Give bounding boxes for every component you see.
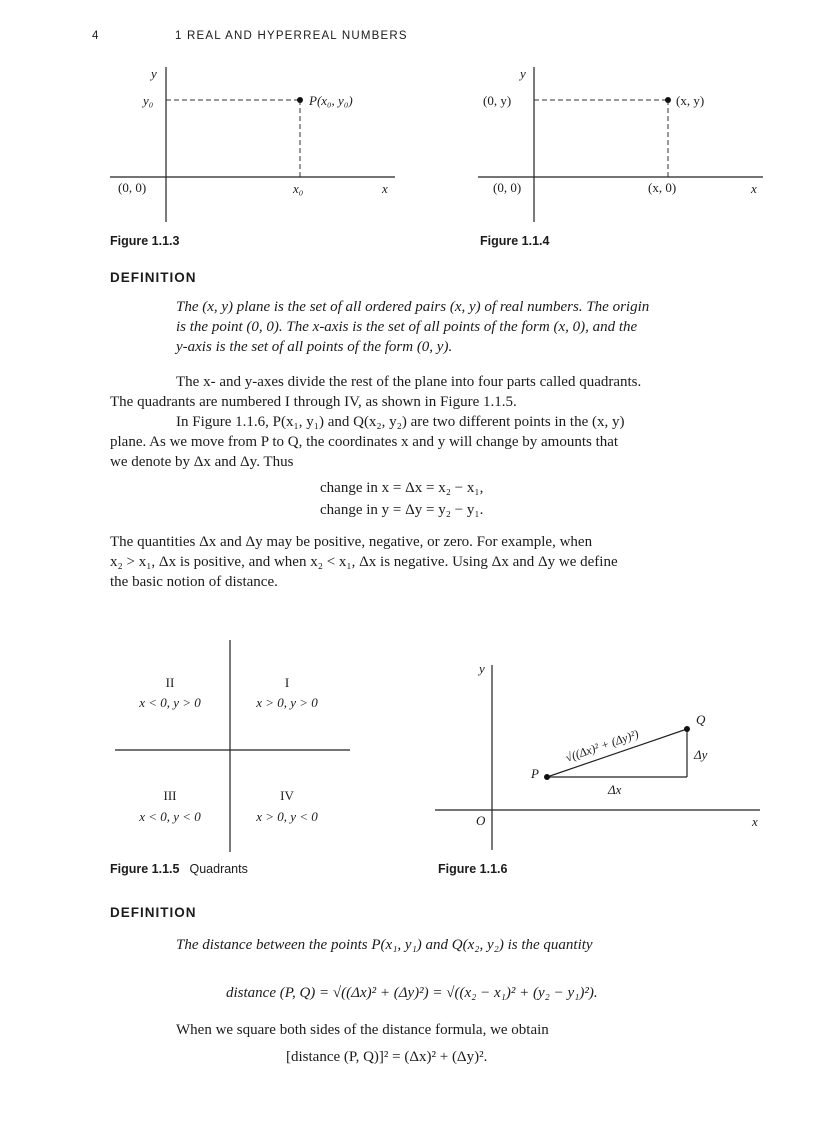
- quadrant-iv-condition: x > 0, y < 0: [256, 809, 318, 824]
- y0-label: y₀: [143, 93, 154, 108]
- squared-distance-formula: [distance (P, Q)]² = (Δx)² + (Δy)².: [286, 1049, 488, 1065]
- origin-label: (0, 0): [493, 180, 522, 195]
- figure-1-1-5: [110, 640, 360, 860]
- running-title: 1 REAL AND HYPERREAL NUMBERS: [175, 30, 408, 42]
- quadrant-i-condition: x > 0, y > 0: [256, 695, 318, 710]
- figure-1-1-4: [478, 62, 768, 232]
- quadrant-iii-name: III: [163, 788, 177, 803]
- hypotenuse-label: √((Δx)² + (Δy)²): [563, 726, 641, 765]
- paragraph-line: we denote by Δx and Δy. Thus: [110, 454, 294, 470]
- x0-label: x₀: [293, 181, 304, 196]
- y-axis-label: y: [520, 66, 526, 81]
- point-p: [544, 774, 550, 780]
- quadrant-ii-name: II: [165, 675, 175, 690]
- point-q: [684, 726, 690, 732]
- definition-heading: DEFINITION: [110, 905, 197, 920]
- figure-1-1-3-caption: Figure 1.1.3: [110, 234, 180, 248]
- figure-1-1-6: [430, 655, 775, 855]
- definition-line: The distance between the points P(x₁, y₁) and Q(x₂, y₂) is the quantity: [176, 937, 593, 953]
- point-label: (x, y): [676, 93, 705, 108]
- quadrant-i-name: I: [284, 675, 290, 690]
- point-xy: [665, 97, 671, 103]
- quadrant-iv-name: IV: [280, 788, 294, 803]
- origin-label: (0, 0): [118, 180, 147, 195]
- y-axis-label: y: [151, 66, 157, 81]
- y-point-label: (0, y): [483, 93, 512, 108]
- definition-heading: DEFINITION: [110, 270, 197, 285]
- quadrant-iii-condition: x < 0, y < 0: [139, 809, 201, 824]
- q-label: Q: [696, 712, 706, 727]
- x-axis-label: x: [382, 181, 388, 196]
- quadrant-ii-condition: x < 0, y > 0: [139, 695, 201, 710]
- point-p: [297, 97, 303, 103]
- paragraph-line: The quantities Δx and Δy may be positive, negative, or zero. For example, when: [110, 534, 593, 550]
- dx-label: Δx: [608, 782, 622, 797]
- x-point-label: (x, 0): [648, 180, 677, 195]
- definition-line: y-axis is the set of all points of the form (0, y).: [176, 339, 453, 355]
- paragraph-line: The x- and y-axes divide the rest of the plane into four parts called quadrants.: [176, 374, 642, 390]
- distance-formula: distance (P, Q) = √((Δx)² + (Δy)²) = √((x₂ − x₁)² + (y₂ − y₁)²).: [226, 985, 598, 1001]
- definition-line: is the point (0, 0). The x-axis is the set of all points of the form (x, 0), and the: [176, 319, 638, 335]
- x-axis-label: x: [752, 814, 758, 829]
- figure-1-1-3: [110, 62, 400, 232]
- caption-subtitle: Quadrants: [189, 862, 248, 876]
- equation-change-y: change in y = Δy = y₂ − y₁.: [320, 502, 484, 518]
- figure-1-1-5-caption: [110, 862, 248, 876]
- paragraph-line: x₂ > x₁, Δx is positive, and when x₂ < x₁, Δx is negative. Using Δx and Δy we define: [110, 554, 618, 570]
- x-axis-label: x: [751, 181, 757, 196]
- p-label: P: [531, 766, 539, 781]
- page-number: 4: [92, 30, 100, 42]
- origin-label: O: [476, 813, 486, 828]
- figure-1-1-4-caption: Figure 1.1.4: [480, 234, 550, 248]
- dy-label: Δy: [694, 747, 708, 762]
- paragraph-line: The quadrants are numbered I through IV, as shown in Figure 1.1.5.: [110, 394, 517, 410]
- paragraph-line: plane. As we move from P to Q, the coordinates x and y will change by amounts that: [110, 434, 619, 450]
- paragraph-line: When we square both sides of the distance formula, we obtain: [176, 1022, 549, 1038]
- figure-1-1-6-caption: Figure 1.1.6: [438, 862, 508, 876]
- definition-line: The (x, y) plane is the set of all ordered pairs (x, y) of real numbers. The origin: [176, 299, 650, 315]
- point-label: P(x₀, y₀): [309, 93, 353, 108]
- caption-number: Figure 1.1.5: [110, 862, 180, 876]
- paragraph-line: In Figure 1.1.6, P(x₁, y₁) and Q(x₂, y₂) are two different points in the (x, y): [176, 414, 625, 430]
- paragraph-line: the basic notion of distance.: [110, 574, 278, 590]
- y-axis-label: y: [479, 661, 485, 676]
- equation-change-x: change in x = Δx = x₂ − x₁,: [320, 480, 484, 496]
